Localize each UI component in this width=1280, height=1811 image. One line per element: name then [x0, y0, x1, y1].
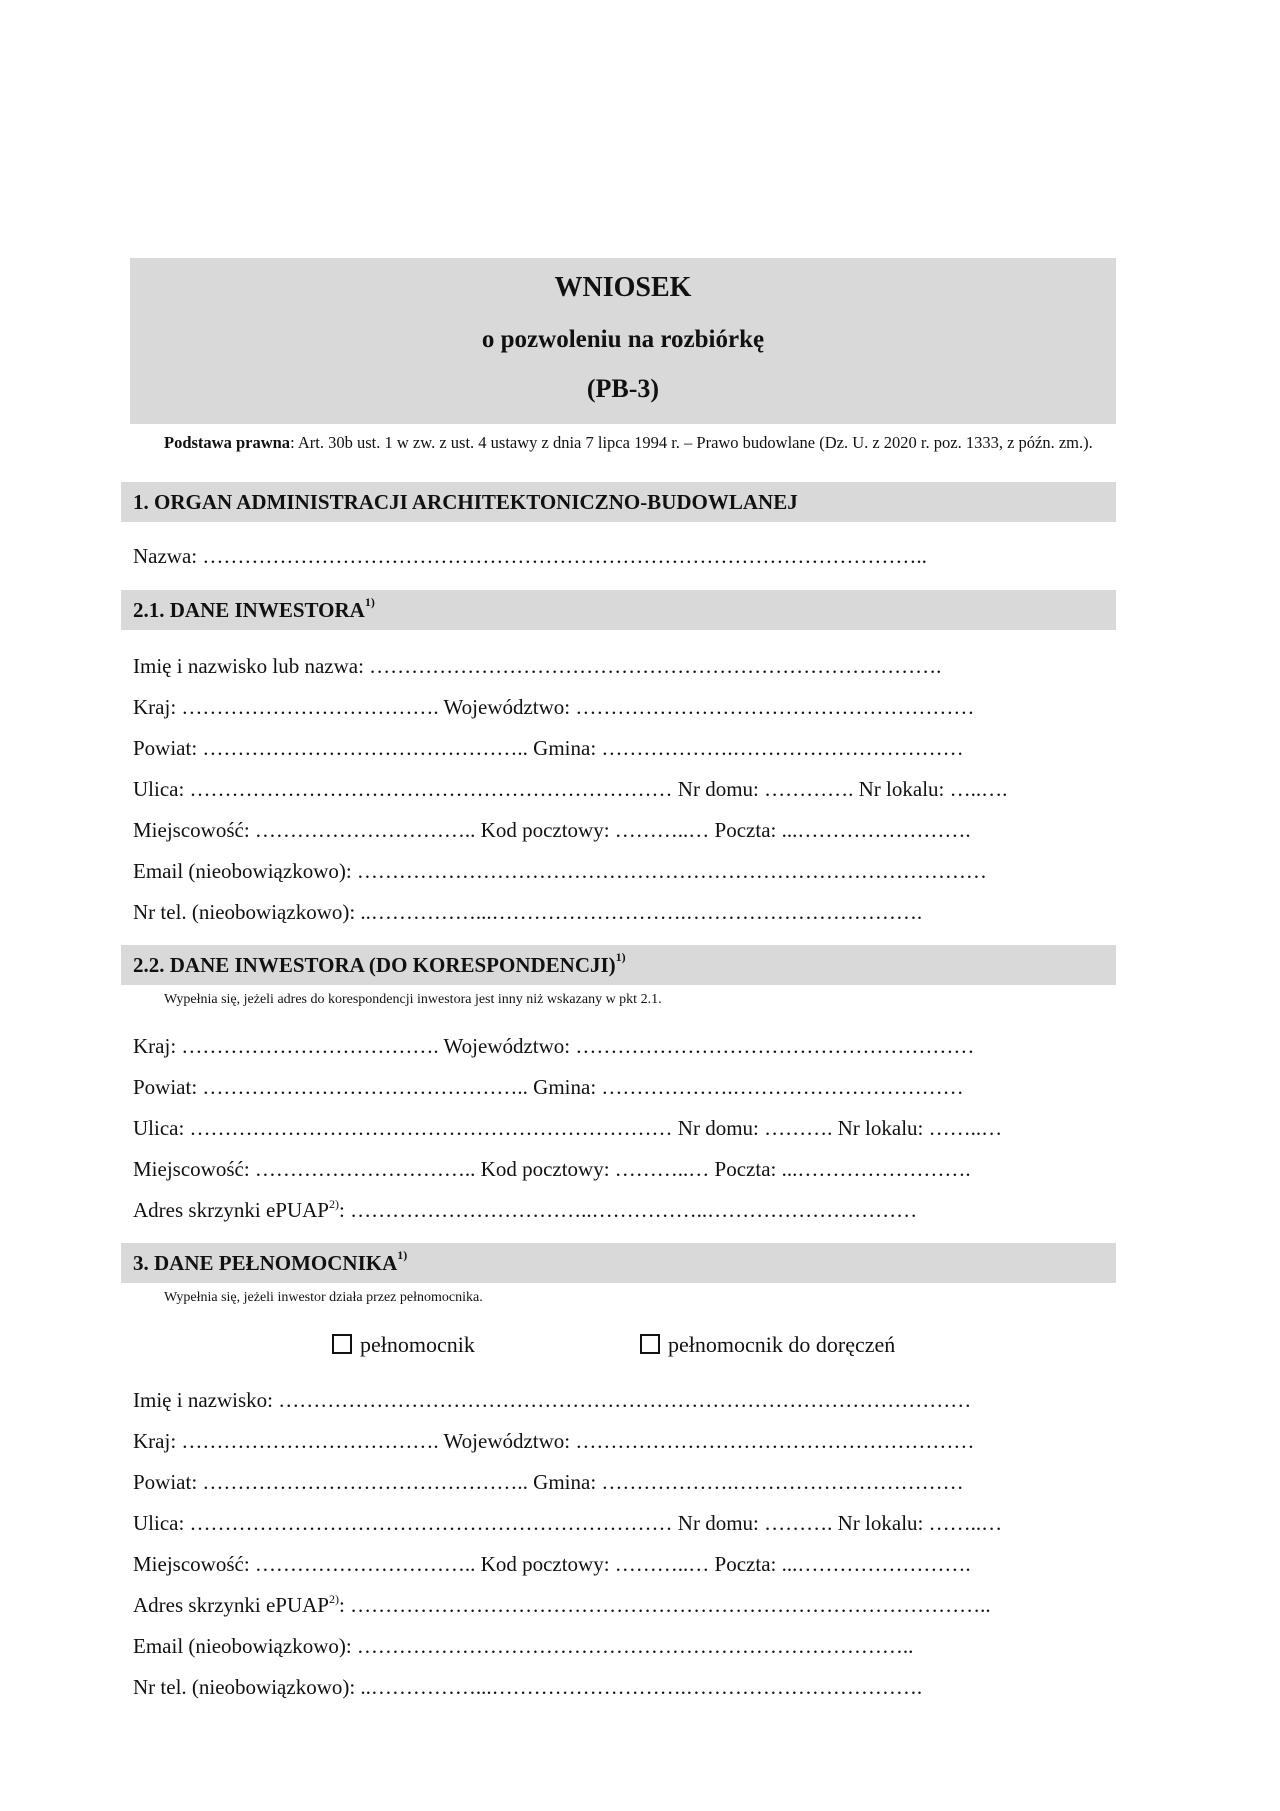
section-22-note: Wypełnia się, jeżeli adres do korespondencji inwestora jest inny niż wskazany w pkt 2.1.: [164, 992, 662, 1007]
field-line: : ……………………………..……………..…………………………: [338, 1198, 918, 1222]
checkbox-delivery-proxy-label: pełnomocnik do doręczeń: [668, 1332, 896, 1357]
section-3-heading: [121, 1243, 1116, 1283]
field-line: Imię i nazwisko lub nazwa: ……………………………………………………………………….: [133, 654, 942, 678]
field-line: Miejscowość: ………………………….. Kod pocztowy: ………..… Poczta: ...…………………….: [133, 1157, 971, 1181]
section-1-heading-text: 1. ORGAN ADMINISTRACJI ARCHITEKTONICZNO-BUDOWLANEJ: [133, 490, 798, 514]
investor-county-field[interactable]: [133, 733, 1113, 763]
proxy-email-field[interactable]: [133, 1631, 1113, 1661]
footnote-mark: 1): [397, 1248, 408, 1262]
section-22-heading-text: 2.2. DANE INWESTORA (DO KORESPONDENCJI): [133, 953, 616, 977]
field-line: Email (nieobowiązkowo): ……………………………………………………………………..: [133, 1634, 914, 1658]
checkbox-proxy[interactable]: [332, 1334, 352, 1354]
checkbox-delivery-proxy[interactable]: [640, 1334, 660, 1354]
field-line: Ulica: …………………………………………………………… Nr domu: ………. Nr lokalu: ……..…: [133, 1511, 1003, 1535]
field-line: Miejscowość: ………………………….. Kod pocztowy: ………..… Poczta: ...…………………….: [133, 1552, 971, 1576]
section-21-heading: [121, 590, 1116, 630]
field-line: Nr tel. (nieobowiązkowo): ..……………...……………………….…………………………….: [133, 900, 923, 924]
proxy-country-field[interactable]: [133, 1426, 1113, 1456]
form-subtitle: o pozwoleniu na rozbiórkę: [481, 326, 765, 353]
proxy-name-field[interactable]: [133, 1385, 1113, 1415]
section-22-heading: [121, 945, 1116, 985]
corr-street-field[interactable]: [133, 1113, 1113, 1143]
section-1-heading: [121, 482, 1116, 522]
proxy-county-field[interactable]: [133, 1467, 1113, 1497]
proxy-checkbox-option[interactable]: [332, 1328, 475, 1362]
proxy-street-field[interactable]: [133, 1508, 1113, 1538]
corr-county-field[interactable]: [133, 1072, 1113, 1102]
field-line: Powiat: ……………………………………….. Gmina: ……………….……………………………: [133, 736, 964, 760]
investor-name-field[interactable]: [133, 651, 1113, 681]
title-box: [130, 258, 1116, 424]
organ-name-line: Nazwa: …………………………………………………………………………………………..: [133, 544, 927, 568]
footnote-mark: 1): [615, 950, 626, 964]
field-line: Powiat: ……………………………………….. Gmina: ……………….……………………………: [133, 1470, 964, 1494]
investor-email-field[interactable]: [133, 856, 1113, 886]
field-line: Miejscowość: ………………………….. Kod pocztowy: ………..… Poczta: ...…………………….: [133, 818, 971, 842]
field-line: : ………………………………………………………………………………..: [338, 1593, 991, 1617]
delivery-proxy-checkbox-option[interactable]: [640, 1328, 895, 1362]
footnote-mark: 2): [328, 1197, 339, 1211]
section-21-heading-text: 2.1. DANE INWESTORA: [133, 598, 365, 622]
field-line: Imię i nazwisko: ………………………………………………………………………………………: [133, 1388, 972, 1412]
form-title: WNIOSEK: [554, 272, 692, 303]
field-line: Ulica: …………………………………………………………… Nr domu: ………. Nr lokalu: ……..…: [133, 1116, 1003, 1140]
investor-country-field[interactable]: [133, 692, 1113, 722]
corr-city-field[interactable]: [133, 1154, 1113, 1184]
legal-basis-label: Podstawa prawna: [164, 433, 291, 452]
investor-city-field[interactable]: [133, 815, 1113, 845]
field-line: Powiat: ……………………………………….. Gmina: ……………….……………………………: [133, 1075, 964, 1099]
section-3-note: Wypełnia się, jeżeli inwestor działa przez pełnomocnika.: [164, 1290, 483, 1305]
field-line: Adres skrzynki ePUAP: [133, 1198, 329, 1222]
section-3-heading-text: 3. DANE PEŁNOMOCNIKA: [133, 1251, 398, 1275]
field-line: Adres skrzynki ePUAP: [133, 1593, 329, 1617]
field-line: Ulica: …………………………………………………………… Nr domu: …………. Nr lokalu: …..….: [133, 777, 1008, 801]
investor-phone-field[interactable]: [133, 897, 1113, 927]
proxy-city-field[interactable]: [133, 1549, 1113, 1579]
footnote-mark: 1): [364, 595, 375, 609]
legal-basis-text: : Art. 30b ust. 1 w zw. z ust. 4 ustawy z dnia 7 lipca 1994 r. – Prawo budowlane (Dz. U. z 2020 r. poz. 1333, z późn. zm.).: [290, 433, 1093, 452]
form-code: (PB-3): [586, 374, 660, 403]
proxy-epuap-field[interactable]: [133, 1590, 1113, 1620]
field-line: Email (nieobowiązkowo): ………………………………………………………………………………: [133, 859, 987, 883]
field-line: Nr tel. (nieobowiązkowo): ..……………...……………………….…………………………….: [133, 1675, 923, 1699]
field-line: Kraj: ………………………………. Województwo: …………………………………………………: [133, 1429, 975, 1453]
legal-basis: [164, 432, 1104, 454]
footnote-mark: 2): [328, 1592, 339, 1606]
investor-street-field[interactable]: [133, 774, 1113, 804]
field-line: Kraj: ………………………………. Województwo: …………………………………………………: [133, 1034, 975, 1058]
organ-name-field[interactable]: [133, 541, 1113, 571]
field-line: Kraj: ………………………………. Województwo: …………………………………………………: [133, 695, 975, 719]
checkbox-proxy-label: pełnomocnik: [360, 1332, 475, 1357]
corr-country-field[interactable]: [133, 1031, 1113, 1061]
corr-epuap-field[interactable]: [133, 1195, 1113, 1225]
proxy-phone-field[interactable]: [133, 1672, 1113, 1702]
